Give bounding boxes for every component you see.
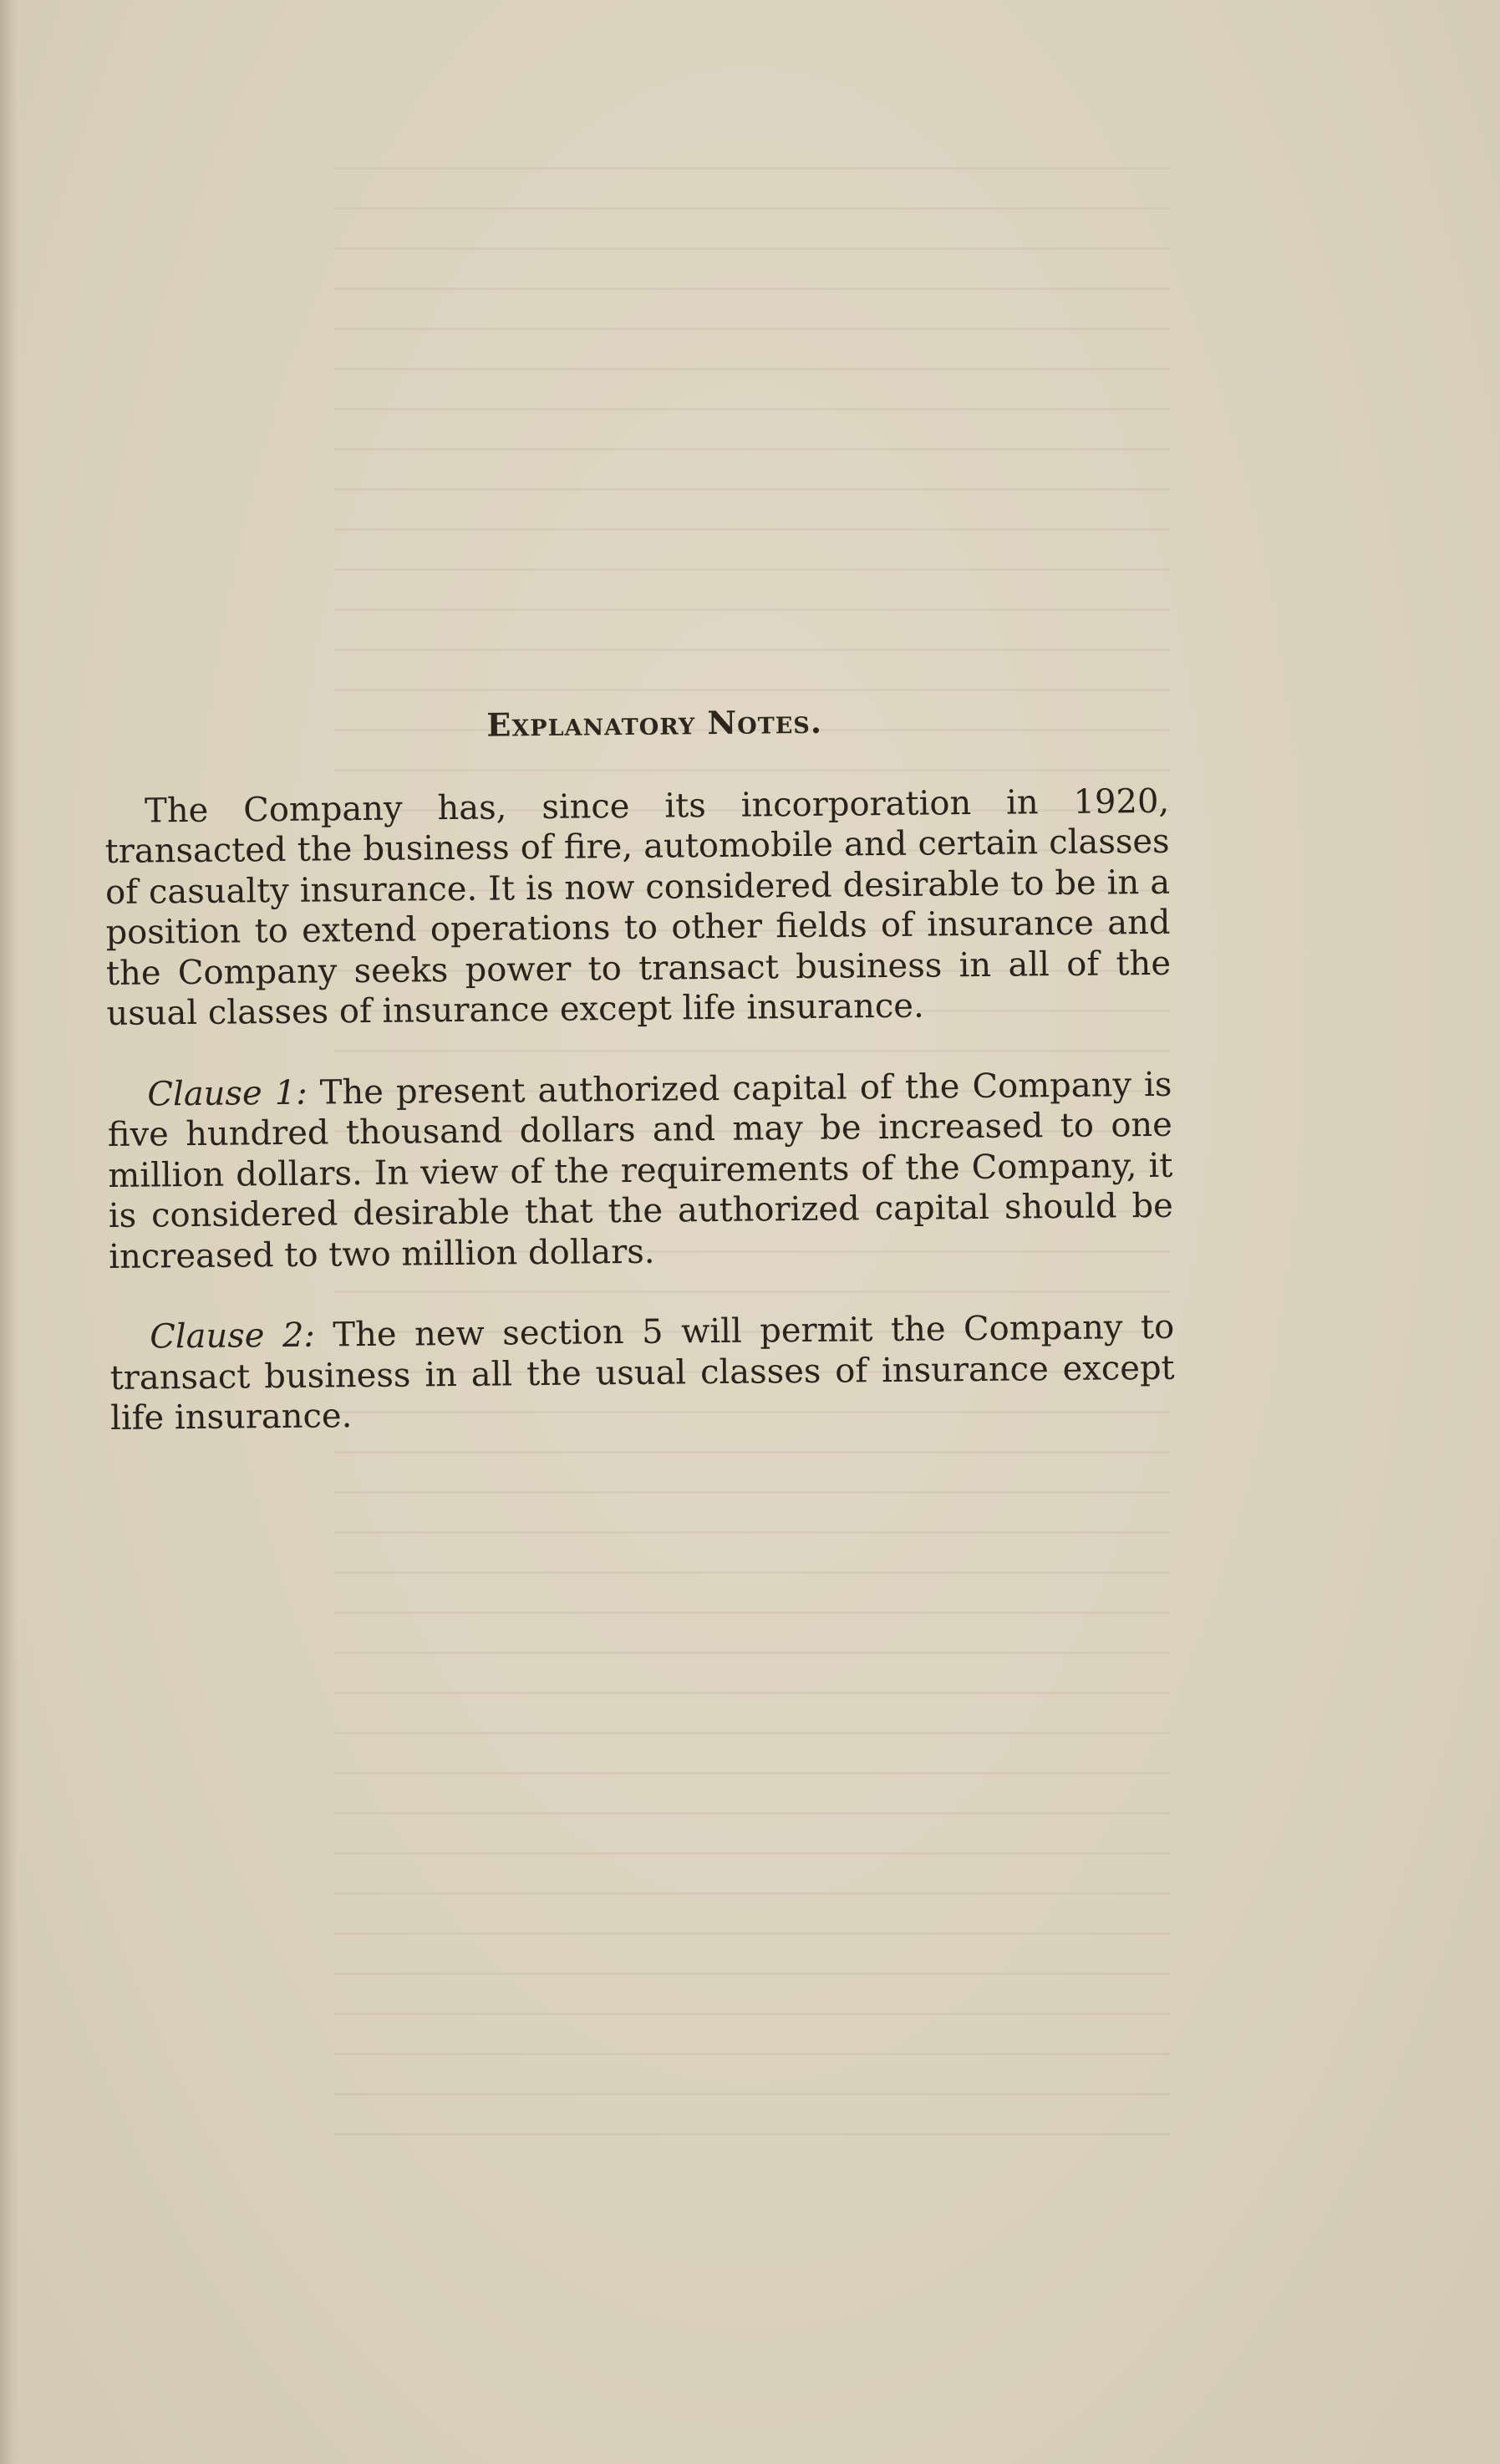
clause-2-label: Clause 2: — [149, 1316, 316, 1357]
explanatory-notes-section — [104, 699, 1176, 1479]
intro-paragraph — [104, 781, 1172, 1034]
clause-2-text: The new section 5 will permit the Company to transact business in all the usual classes of insurance except life insurance. — [109, 1307, 1175, 1438]
clause-2-paragraph — [109, 1307, 1175, 1439]
page-title: Explanatory Notes. — [486, 702, 823, 744]
clause-1-label: Clause 1: — [147, 1073, 308, 1114]
intro-paragraph-text: The Company has, since its incorporation in 1920, transacted the business of fire, automobile and certain classes of casualty insurance. It is now considered desirable to be in a position to extend operations to other fields of insurance and the Company seeks power to transact business in all of the usual classes of insurance except life insurance. — [104, 781, 1172, 1033]
clause-1-paragraph — [107, 1064, 1173, 1277]
page-binding-edge — [0, 0, 18, 2464]
clause-1-text: The present authorized capital of the Company is five hundred thousand dollars and may be increased to one million dollars. In view of the requirements of the Company, it is considered desirable that the authorized capital should be increased to two million dollars. — [107, 1065, 1173, 1276]
